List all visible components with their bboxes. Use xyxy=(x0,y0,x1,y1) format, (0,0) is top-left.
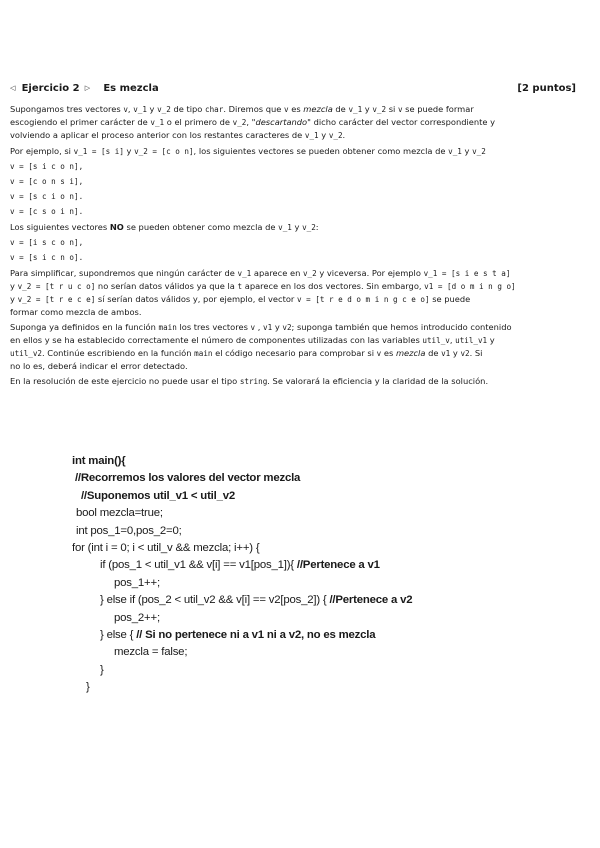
valid-example: v = [c o n s i], xyxy=(10,177,84,186)
exercise-number: Ejercicio 2 xyxy=(21,83,80,94)
valid-example: v = [s c i o n]. xyxy=(10,192,84,201)
handwritten-solution-code xyxy=(68,453,588,697)
paragraph-simplify-line-4: formar como mezcla de ambos. xyxy=(10,307,142,317)
code-line: } xyxy=(100,663,104,676)
code-comment: //Recorremos los valores del vector mezcla xyxy=(72,472,301,485)
exercise-title: Es mezcla xyxy=(103,83,159,94)
paragraph-definition-line-3: volviendo a aplicar el proceso anterior con los restantes caracteres de v_1 y v_2. xyxy=(10,130,346,140)
paragraph-restrictions: En la resolución de este ejercicio no puede usar el tipo string. Se valorará la eficiencia y la claridad de la solución. xyxy=(10,376,489,386)
paragraph-definition-line-1: Supongamos tres vectores v, v_1 y v_2 de tipo char. Diremos que v es mezcla de v_1 y v_2 si v se puede formar xyxy=(10,104,474,114)
exercise-points: [2 puntos] xyxy=(517,83,576,94)
invalid-example: v = [i s c o n], xyxy=(10,238,84,247)
invalid-example: v = [s i c n o]. xyxy=(10,253,84,262)
problem-statement xyxy=(10,103,584,388)
paragraph-task-line-4: no lo es, deberá indicar el error detectado. xyxy=(10,361,188,371)
code-comment: //Suponemos util_v1 < util_v2 xyxy=(78,489,235,502)
code-line: pos_1++; xyxy=(114,576,160,589)
paragraph-invalid-intro: Los siguientes vectores NO se pueden obtener como mezcla de v_1 y v_2: xyxy=(10,222,319,232)
paragraph-simplify-line-1: Para simplificar, supondremos que ningún carácter de v_1 aparece en v_2 y viceversa. Por ejemplo v_1 = [s i e s t a] xyxy=(10,268,511,278)
paragraph-task-line-3: util_v2. Continúe escribiendo en la función main el código necesario para comprobar si v es mezcla de v1 y v2. Si xyxy=(10,348,483,358)
paragraph-simplify-line-3: y v_2 = [t r e c e] sí serían datos válidos y, por ejemplo, el vector v = [t r e d o m i n g c e o] se puede xyxy=(10,294,471,304)
valid-example: v = [s i c o n], xyxy=(10,162,84,171)
paragraph-task-line-1: Suponga ya definidos en la función main los tres vectores v , v1 y v2; suponga también que hemos introducido contenido xyxy=(10,322,512,332)
paragraph-simplify-line-2: y v_2 = [t r u c o] no serían datos válidos ya que la t aparece en los dos vectores. Sin embargo, v1 = [d o m i n g o] xyxy=(10,281,516,291)
code-line: for (int i = 0; i < util_v && mezcla; i++) { xyxy=(72,542,260,555)
exercise-header xyxy=(10,83,576,97)
paragraph-definition-line-2: escogiendo el primer carácter de v_1 o el primero de v_2, "descartando" dicho carácter del vector correspondiente y xyxy=(10,117,496,127)
code-line: mezcla = false; xyxy=(114,646,188,659)
code-line: } xyxy=(86,681,90,694)
code-line: pos_2++; xyxy=(114,611,160,624)
paragraph-example-intro: Por ejemplo, si v_1 = [s i] y v_2 = [c o n], los siguientes vectores se pueden obtener como mezcla de v_1 y v_2 xyxy=(10,146,486,156)
code-line: int main(){ xyxy=(72,455,126,467)
valid-example: v = [c s o i n]. xyxy=(10,207,84,216)
code-line: } else { // Si no pertenece ni a v1 ni a v2, no es mezcla xyxy=(100,629,376,642)
code-line: bool mezcla=true; xyxy=(76,507,163,520)
code-line: } else if (pos_2 < util_v2 && v[i] == v2[pos_2]) { //Pertenece a v2 xyxy=(100,594,413,607)
code-line: if (pos_1 < util_v1 && v[i] == v1[pos_1]){ //Pertenece a v1 xyxy=(100,559,380,572)
paragraph-task-line-2: en ellos y se ha establecido correctamente el número de componentes utilizadas con las variables util_v, util_v1 y xyxy=(10,335,495,345)
next-triangle-icon: ▷ xyxy=(84,84,91,92)
previous-triangle-icon: ◁ xyxy=(10,84,16,92)
code-line: int pos_1=0,pos_2=0; xyxy=(76,524,182,537)
